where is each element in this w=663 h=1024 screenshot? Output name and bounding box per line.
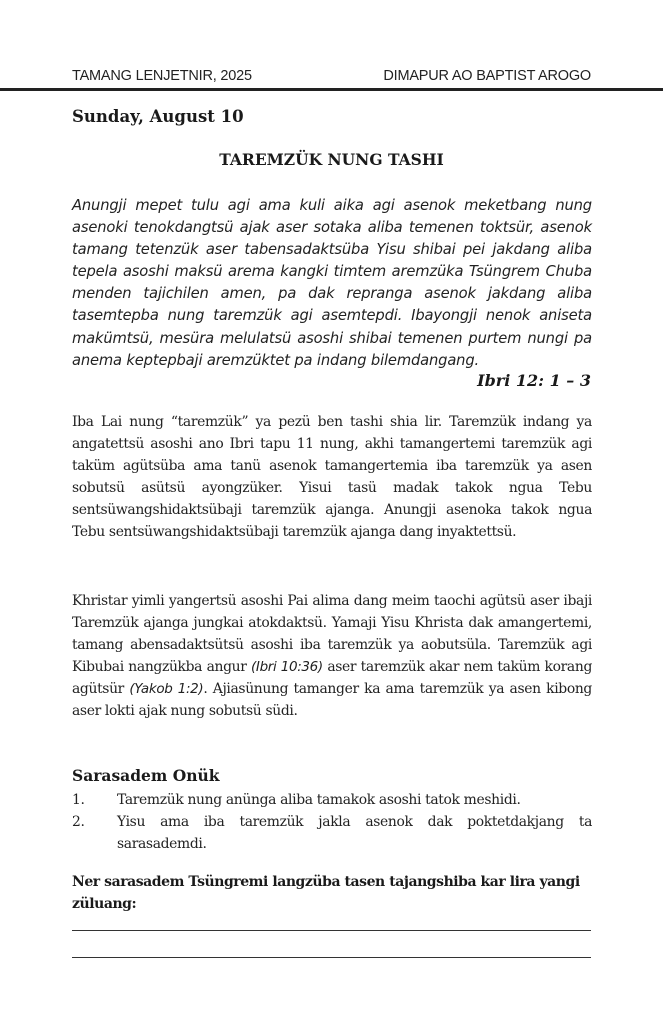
item-text: Yisu ama iba taremzük jakla asenok dak poktetdakjang ta sarasademdi. <box>117 814 592 853</box>
reflection-item <box>72 811 592 855</box>
writing-line[interactable] <box>72 930 591 931</box>
item-number: 2. <box>72 814 85 831</box>
header-publication: TAMANG LENJETNIR, 2025 <box>72 68 252 84</box>
page-header <box>0 64 663 90</box>
paragraph-text: . Ajiasünung tamanger ka ama taremzük ya asen kibong aser lokti ajak nung sobutsü südi. <box>72 681 592 720</box>
header-divider <box>0 88 663 91</box>
item-text: Taremzük nung anünga aliba tamakok asoshi tatok meshidi. <box>117 792 521 808</box>
entry-date: Sunday, August 10 <box>72 107 244 126</box>
reflection-item <box>72 789 592 811</box>
reflection-title: Sarasadem Onük <box>72 766 220 785</box>
item-number: 1. <box>72 792 85 808</box>
scripture-passage: Anungji mepet tulu agi ama kuli aika agi asenok meketbang nung asenoki tenokdangtsü ajak aser sotaka aliba temenen toktsür, asenok tamang tetenzük aser tabensadaktsüba Yisu shibai pei jakdang aliba tepela asoshi maksü arema kangki timtem aremzüka Tsüngrem Chuba menden tajichilen amen, pa dak repranga asenok jakdang aliba tasemtepba nung taremzük agi asemtepdi. Ibayongji nenok aniseta makümtsü, mesüra melulatsü asoshi shibai temenen purtem nungi pa anema keptepbaji aremzüktet pa indang bilemdangang. <box>72 197 592 369</box>
writing-line[interactable] <box>72 957 591 958</box>
header-publisher: DIMAPUR AO BAPTIST AROGO <box>383 68 591 84</box>
reflection-list <box>72 789 592 855</box>
scripture-reference: Ibri 12: 1 – 3 <box>477 371 591 390</box>
inline-reference: (Ibri 10:36) <box>251 659 323 676</box>
devotion-title: TAREMZÜK NUNG TASHI <box>219 150 444 169</box>
paragraph-text: Khristar yimli yangertsü asoshi Pai alima dang meim taochi agütsü aser ibaji Taremzük ajanga jungkai atokdaktsü. Yamaji Yisu Khrista dak amangertemi, tamang abensadaktsütsü asoshi iba taremzük ya aobutsüla. Taremzük agi Kibubai nangzükba angur <box>72 593 592 676</box>
inline-reference: (Yakob 1:2) <box>129 681 204 698</box>
body-paragraph-1: Iba Lai nung “taremzük” ya pezü ben tashi shia lir. Taremzük indang ya angatettsü asoshi ano Ibri tapu 11 nung, akhi tamangertemi taremzük agi taküm agütsüba ama tanü asenok tamangertemia iba taremzük ya asen sobutsü asütsü ayongzüker. Yisui tasü madak takok ngua Tebu sentsüwangshidaktsübaji taremzük ajanga. Anungji asenoka takok ngua Tebu sentsüwangshidaktsübaji taremzük ajanga dang inyaktettsü. <box>72 414 592 541</box>
body-paragraph-2 <box>72 590 592 723</box>
paragraph-text: aser taremzük akar nem taküm korang agütsür <box>72 659 592 698</box>
prayer-prompt: Ner sarasadem Tsüngremi langzüba tasen tajangshiba kar lira yangi züluang: <box>72 874 580 912</box>
